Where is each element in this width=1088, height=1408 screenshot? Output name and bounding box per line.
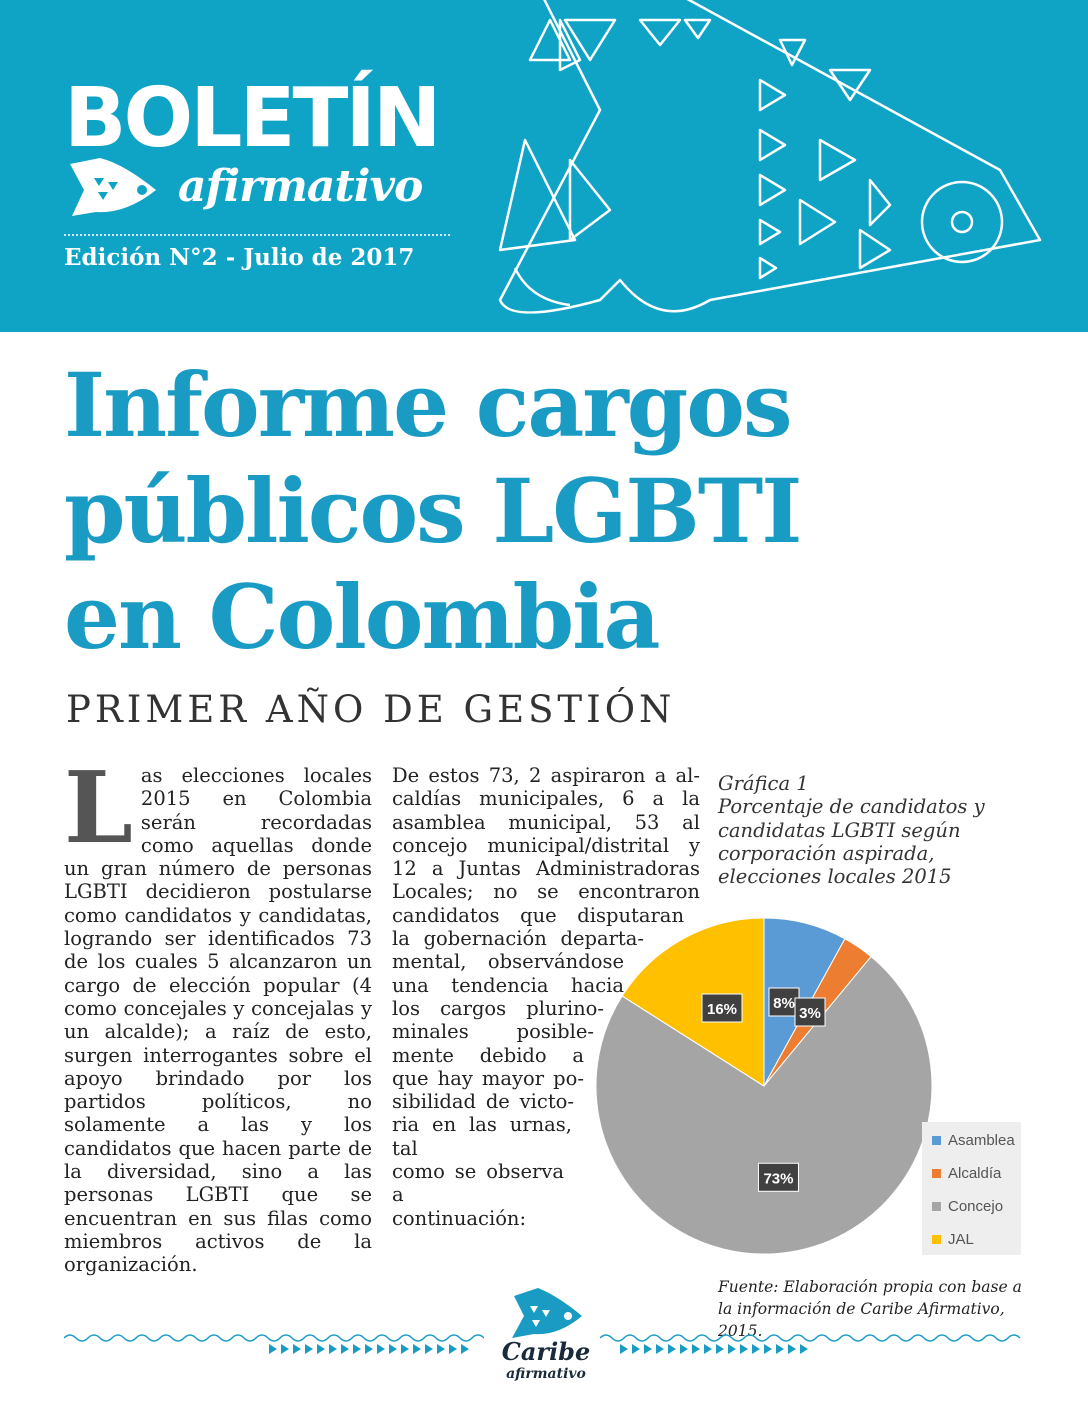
legend-swatch: [932, 1136, 941, 1145]
legend-swatch: [932, 1169, 941, 1178]
article-column-2-line: De estos 73, 2 aspiraron a al-: [392, 764, 700, 787]
article-column-2-line: los cargos plurino-: [392, 996, 604, 1020]
page-subtitle: PRIMER AÑO DE GESTIÓN: [66, 688, 676, 731]
legend-label: Concejo: [948, 1198, 1004, 1215]
logo-text-bottom: afirmativo: [506, 1366, 586, 1382]
article-column-2-line: minales posible-: [392, 1020, 594, 1044]
article-column-2-line: ria en las urnas, tal: [392, 1113, 572, 1160]
article-column-2-line: que hay mayor po-: [392, 1066, 584, 1090]
header-banner: [0, 0, 1088, 332]
footer-wave-left-icon: [64, 1330, 484, 1356]
legend-label: Alcaldía: [948, 1165, 1002, 1182]
chart-source: Fuente: Elaboración propia con base a la información de Caribe Afirmativo, 2015.: [718, 1278, 1022, 1340]
main-title: [64, 352, 800, 670]
svg-text:73%: 73%: [763, 1170, 794, 1188]
main-title-line: públicos LGBTI: [64, 459, 801, 563]
svg-text:8%: 8%: [773, 995, 795, 1012]
article-column-2-line: Locales; no se encontraron: [392, 880, 700, 904]
edition-label: Edición N°2 - Julio de 2017: [64, 244, 415, 271]
article-column-2-line: como se observa a: [392, 1160, 564, 1207]
article-column-2-line: candidatos que disputaran: [392, 903, 684, 927]
article-paragraph-1: as elecciones locales 2015 en Colombia serán recordadas como aquellas donde un gran número de personas LGBTI decidieron postularse como candidatos y candidatas, logrando ser identificados 73 de los cuales 5 alcanzaron un cargo de elección popular (4 como concejales y concejalas y un alcalde); a raíz de esto, surgen interrogantes sobre el apoyo brindado por los partidos políticos, no solamente a las y los candidatos que hacen parte de la diversidad, sino a las personas LGBTI que se encuentran en sus filas como miembros activos de la organización.: [64, 764, 372, 1277]
article-column-2-line: mente debido a: [392, 1043, 584, 1067]
article-column-2-line: sibilidad de victo-: [392, 1090, 574, 1114]
article-column-2-line: asamblea municipal, 53 al: [392, 810, 700, 834]
pie-data-label: [758, 1163, 798, 1191]
chart-caption-label: Gráfica 1: [718, 772, 809, 795]
main-title-line: Informe cargos: [64, 353, 791, 457]
svg-text:16%: 16%: [706, 1001, 738, 1018]
fish-decoration-icon: [480, 0, 1088, 332]
brand-subtitle: afirmativo: [178, 161, 423, 212]
caribe-afirmativo-logo: [496, 1286, 596, 1386]
legend-label: JAL: [948, 1231, 974, 1248]
legend-swatch: [932, 1235, 941, 1244]
chart-caption-text: Porcentaje de candidatos y candidatas LGBTI según corporación aspirada, elecciones locales 2015: [718, 795, 985, 889]
logo-text-top: Caribe: [501, 1337, 591, 1366]
article-column-1: [64, 751, 372, 1277]
article-column-2-line: una tendencia hacia: [392, 973, 624, 997]
brand-divider: [64, 234, 450, 236]
pie-data-label: [795, 998, 825, 1026]
pie-data-label: [702, 994, 742, 1022]
main-title-line: en Colombia: [64, 565, 659, 669]
svg-text:3%: 3%: [799, 1005, 821, 1022]
footer-wave-right-icon: [600, 1330, 1024, 1356]
article-column-2-line: la gobernación departa-: [392, 927, 644, 951]
article-column-2-line: mental, observándose: [392, 950, 624, 974]
brand-fish-icon: [64, 154, 164, 218]
legend-label: Asamblea: [948, 1132, 1015, 1149]
pie-chart: [594, 916, 934, 1256]
legend-swatch: [932, 1202, 941, 1211]
article-column-2-line: concejo municipal/distrital y: [392, 833, 700, 857]
chart-caption: [718, 772, 1018, 888]
drop-cap: L: [64, 751, 133, 866]
chart-legend: [922, 1122, 1021, 1255]
article-column-2-line: continuación:: [392, 1206, 527, 1230]
article-column-2-line: 12 a Juntas Administradoras: [392, 857, 700, 881]
brand-title: BOLETÍN: [64, 71, 439, 166]
article-column-2-line: caldías municipales, 6 a la: [392, 787, 700, 811]
